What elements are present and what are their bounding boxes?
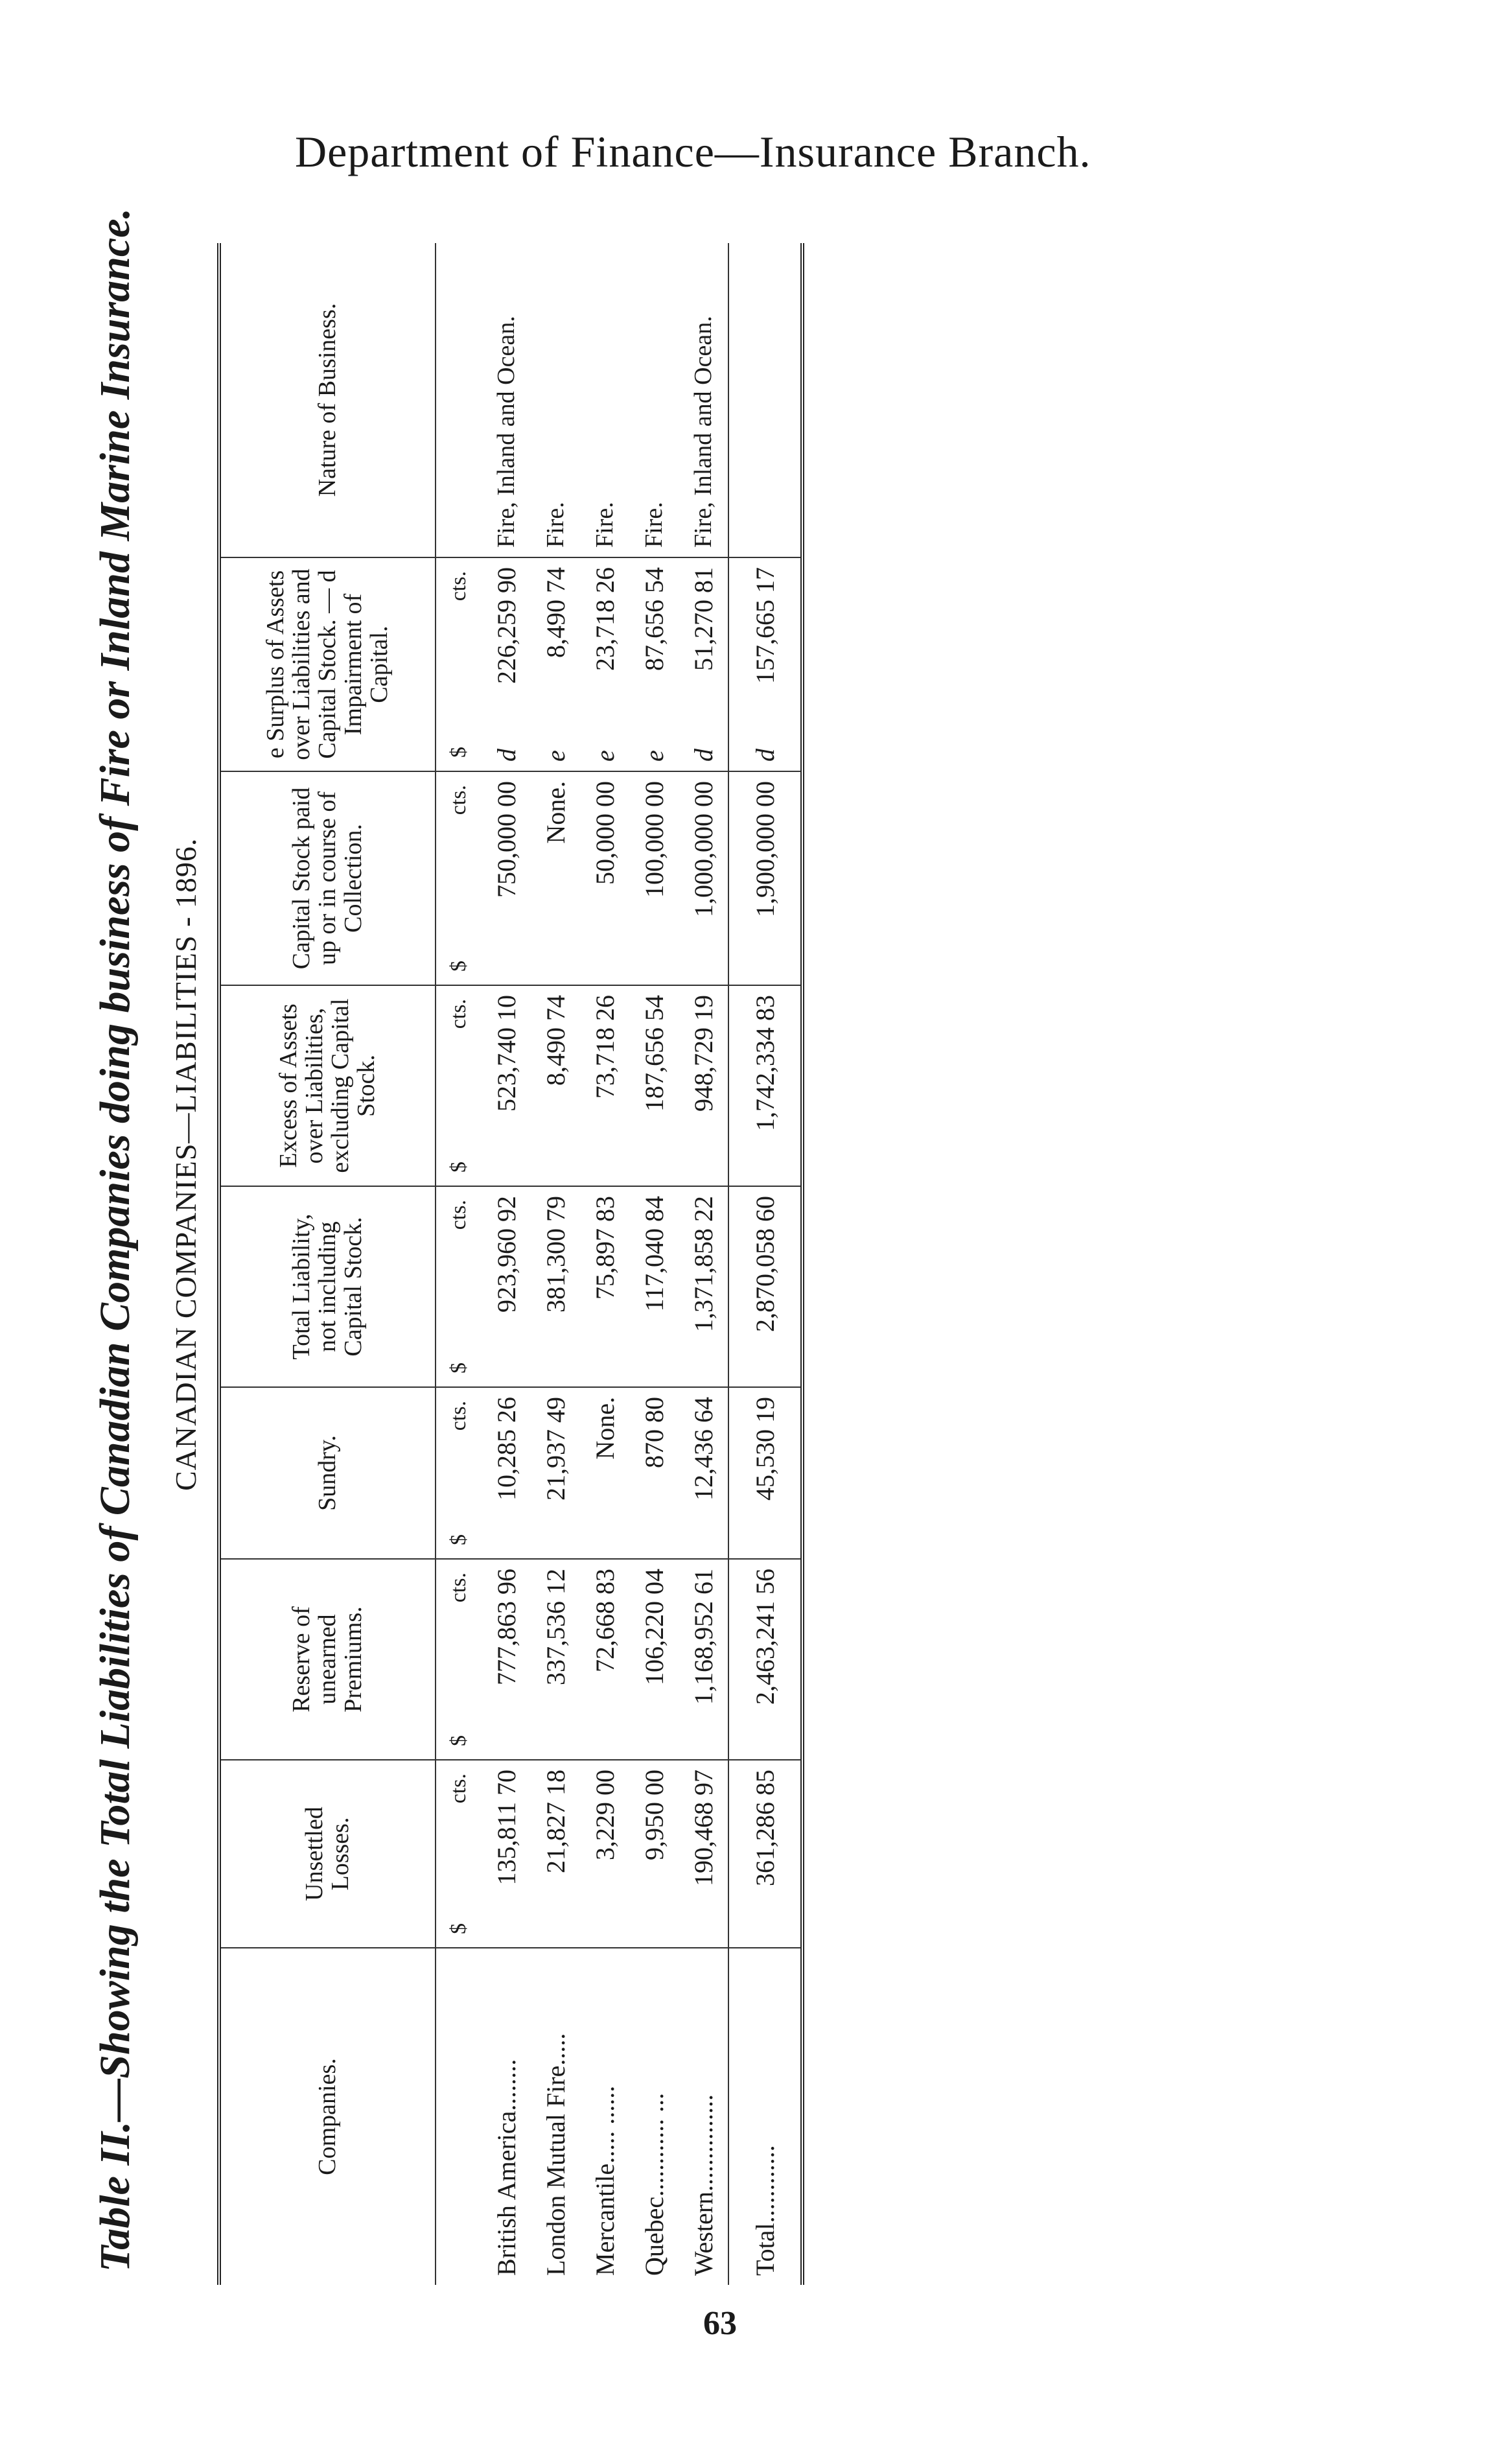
cell-reserve: 777,863 96 (482, 1559, 531, 1760)
table-row-british-america (482, 243, 531, 2285)
rotated-table-page (78, 81, 985, 2285)
unit-dollar: $ (447, 1534, 471, 1545)
cell-total: 75,897 83 (580, 1186, 629, 1387)
page-header: Department of Finance—Insurance Branch. (295, 127, 1091, 176)
company-name: Quebec............ ... (639, 2092, 669, 2276)
cell-unsettled: 9,950 00 (629, 1760, 679, 1948)
cell-nature: Fire. (629, 243, 679, 557)
cell-total: 381,300 79 (531, 1186, 580, 1387)
unit-dollar: $ (447, 1162, 471, 1173)
unit-dollar: $ (447, 1923, 471, 1934)
cell-surplus (580, 557, 629, 771)
cell-total: 117,040 84 (629, 1186, 679, 1387)
flag-marker: d (491, 749, 521, 762)
cell-sundry: 10,285 26 (482, 1387, 531, 1559)
cell-sundry: 45,530 19 (728, 1387, 802, 1559)
surplus-value: 23,718 26 (590, 567, 620, 671)
cell-reserve: 72,668 83 (580, 1559, 629, 1760)
table-row-western (679, 243, 728, 2285)
cell-capital: 1,000,000 00 (679, 771, 728, 985)
surplus-value: 157,665 17 (750, 567, 780, 684)
cell-surplus (629, 557, 679, 771)
cell-sundry: 12,436 64 (679, 1387, 728, 1559)
cell-surplus (531, 557, 580, 771)
unit-cents: cts. (447, 1200, 471, 1230)
surplus-value: 226,259 90 (491, 567, 521, 684)
col-nature: Nature of Business. (219, 243, 436, 557)
company-name: London Mutual Fire..... (541, 2033, 570, 2276)
cell-reserve: 1,168,952 61 (679, 1559, 728, 1760)
col-sundry: Sundry. (219, 1387, 436, 1559)
table-row-london-mutual (531, 243, 580, 2285)
unit-cents: cts. (447, 1401, 471, 1431)
cell-total: 923,960 92 (482, 1186, 531, 1387)
cell-capital: 100,000 00 (629, 771, 679, 985)
cell-unsettled: 361,286 85 (728, 1760, 802, 1948)
company-name: Western............... (688, 2094, 718, 2276)
col-reserve: Reserve of unearned Premiums. (219, 1559, 436, 1760)
company-name: British America........ (491, 2059, 521, 2276)
unit-dollar: $ (447, 1735, 471, 1746)
column-header-row (219, 243, 436, 2285)
table-title: Table II.—Showing the Total Liabilities of Canadian Companies doing business of Fire or Inland Marine Insurance. (91, 208, 139, 2272)
company-name: Total............ (728, 1948, 802, 2285)
unit-dollar: $ (447, 961, 471, 972)
unit-cents: cts. (447, 571, 471, 602)
unit-cents: cts. (447, 999, 471, 1029)
cell-unsettled: 135,811 70 (482, 1760, 531, 1948)
cell-sundry: 870 80 (629, 1387, 679, 1559)
cell-unsettled: 3,229 00 (580, 1760, 629, 1948)
cell-excess: 73,718 26 (580, 985, 629, 1186)
cell-nature: Fire. (580, 243, 629, 557)
flag-marker: e (590, 750, 620, 762)
cell-total: 2,870,058 60 (728, 1186, 802, 1387)
cell-excess: 948,729 19 (679, 985, 728, 1186)
cell-capital: 750,000 00 (482, 771, 531, 985)
cell-unsettled: 21,827 18 (531, 1760, 580, 1948)
surplus-value: 51,270 81 (688, 567, 718, 671)
cell-excess: 8,490 74 (531, 985, 580, 1186)
cell-total: 1,371,858 22 (679, 1186, 728, 1387)
col-total-liability: Total Liability, not including Capital Stock. (219, 1186, 436, 1387)
cell-surplus (679, 557, 728, 771)
cell-capital: 50,000 00 (580, 771, 629, 985)
cell-capital: 1,900,000 00 (728, 771, 802, 985)
table-row-total (728, 243, 802, 2285)
cell-nature: Fire, Inland and Ocean. (482, 243, 531, 557)
cell-excess: 523,740 10 (482, 985, 531, 1186)
flag-marker: d (750, 749, 780, 762)
cell-surplus (728, 557, 802, 771)
cell-excess: 1,742,334 83 (728, 985, 802, 1186)
cell-surplus (482, 557, 531, 771)
cell-reserve: 106,220 04 (629, 1559, 679, 1760)
cell-reserve: 337,536 12 (531, 1559, 580, 1760)
flag-marker: d (688, 749, 718, 762)
cell-reserve: 2,463,241 56 (728, 1559, 802, 1760)
surplus-value: 87,656 54 (639, 567, 669, 671)
cell-sundry: None. (580, 1387, 629, 1559)
page-number: 63 (703, 2305, 737, 2342)
cell-nature: Fire. (531, 243, 580, 557)
table-subtitle: CANADIAN COMPANIES—LIABILITIES - 1896. (169, 837, 202, 1491)
surplus-value: 8,490 74 (541, 567, 570, 658)
cell-nature (728, 243, 802, 557)
flag-marker: e (639, 750, 669, 762)
cell-nature: Fire, Inland and Ocean. (679, 243, 728, 557)
unit-cents: cts. (447, 785, 471, 815)
cell-excess: 187,656 54 (629, 985, 679, 1186)
unit-cents: cts. (447, 1573, 471, 1603)
cell-sundry: 21,937 49 (531, 1387, 580, 1559)
units-row (436, 243, 482, 2285)
col-capital-stock: Capital Stock paid up or in course of Collection. (219, 771, 436, 985)
flag-marker: e (541, 750, 570, 762)
table-row-mercantile (580, 243, 629, 2285)
cell-unsettled: 190,468 97 (679, 1760, 728, 1948)
col-companies: Companies. (219, 1948, 436, 2285)
liabilities-table (217, 243, 804, 2285)
unit-cents: cts. (447, 1773, 471, 1804)
unit-dollar: $ (447, 1362, 471, 1374)
cell-capital: None. (531, 771, 580, 985)
col-unsettled-losses: Unsettled Losses. (219, 1760, 436, 1948)
company-name: Mercantile..... ...... (590, 2085, 620, 2276)
col-surplus: e Surplus of Assets over Liabilities and Capital Stock. — d Impairment of Capital. (219, 557, 436, 771)
table-row-quebec (629, 243, 679, 2285)
col-excess-assets: Excess of Assets over Liabilities, excluding Capital Stock. (219, 985, 436, 1186)
unit-dollar: $ (447, 747, 471, 758)
